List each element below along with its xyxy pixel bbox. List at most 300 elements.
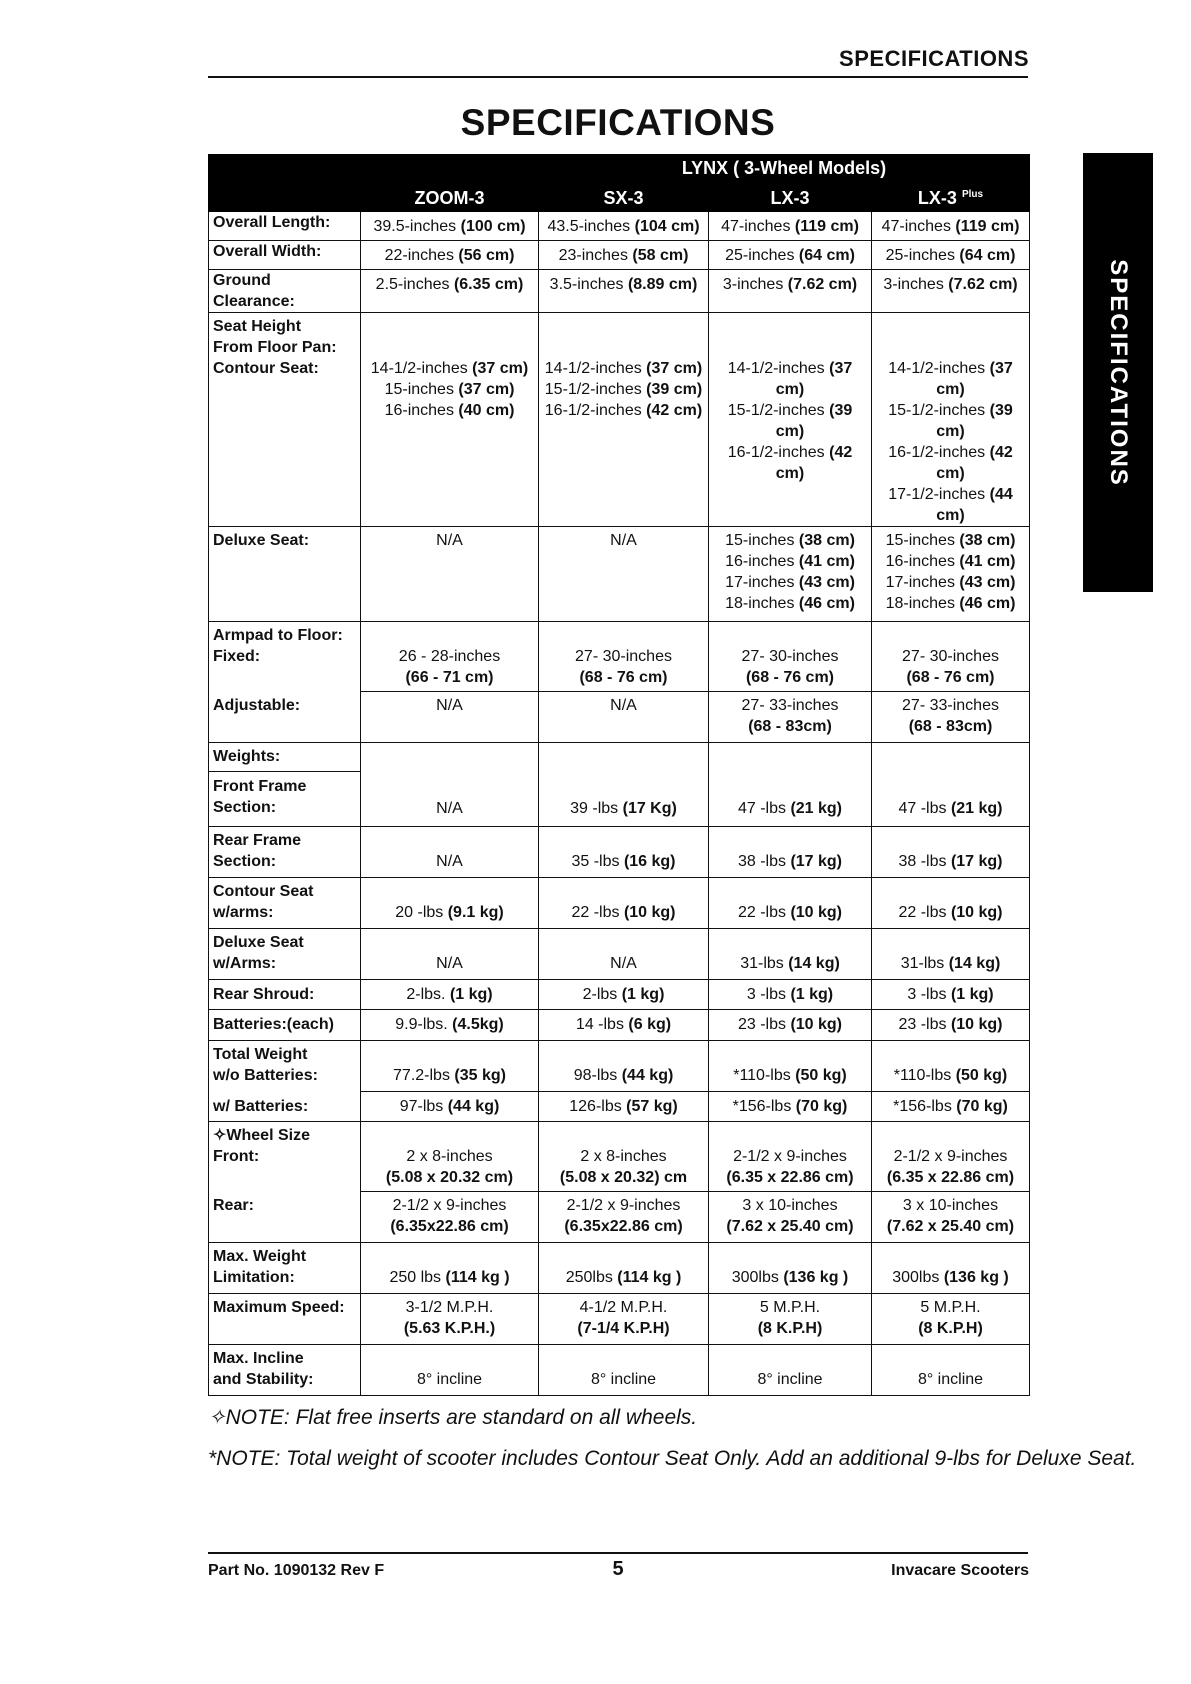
weight-deluxe-row-cell [872, 929, 1030, 980]
seat-contour-2-text: 16-1/2-inches [727, 444, 830, 461]
armpad-fixed-0-text: 26 - 28-inches [398, 648, 501, 665]
max-weight-cell [539, 1243, 709, 1294]
running-header: SPECIFICATIONS [839, 46, 1029, 71]
incline-cell [361, 1345, 539, 1396]
seat-contour-1-metric: (39 cm) [775, 402, 853, 440]
seat-deluxe-1-text: 16-inches [885, 553, 960, 570]
seat-contour-0-line [713, 358, 867, 400]
weight-shroud-row-cell [709, 980, 872, 1010]
armpad-adjustable-0-line [543, 695, 704, 716]
weight-deluxe-row-cell-metric: (14 kg) [788, 955, 840, 972]
weight-rear-row-cell-line [543, 851, 704, 872]
seat-contour-3-metric: (44 cm) [936, 486, 1013, 524]
cell-line [876, 216, 1025, 237]
seat-deluxe [709, 527, 872, 622]
seat-deluxe-3-line [876, 593, 1025, 614]
cell [872, 212, 1030, 241]
weight-contour-row-cell [872, 878, 1030, 929]
row-label [209, 270, 361, 313]
total-w-cell-line [543, 1096, 704, 1117]
incline-cell-text: 8° incline [757, 1371, 823, 1388]
weight-contour-row-cell-line [713, 902, 867, 923]
total-wo-row [209, 1041, 1030, 1092]
wheel-front-0-text: 2 x 8-inches [580, 1148, 667, 1165]
cell-line [543, 274, 704, 295]
weight-contour-row-cell-text: 20 -lbs [395, 904, 448, 921]
weight-contour-row-label-label-1: w/arms: [213, 904, 274, 921]
total-wo-cell [709, 1041, 872, 1092]
armpad-adjustable-0-line [365, 695, 534, 716]
incline-row [209, 1345, 1030, 1396]
cell-line [365, 245, 534, 266]
seat-contour-2-metric: (42 cm) [936, 444, 1013, 482]
total-wo-cell-metric: (50 kg) [955, 1067, 1008, 1084]
cell-text: 25-inches [725, 247, 799, 264]
cell-text: 23-inches [558, 247, 633, 264]
speed-cell-0-line [543, 1297, 704, 1318]
weight-deluxe-row-cell [539, 929, 709, 980]
cell-line [543, 216, 704, 237]
brand-name: Invacare Scooters [891, 1562, 1029, 1579]
seat-contour-2-line [543, 400, 704, 421]
spec-row [209, 241, 1030, 270]
weight-batteries-row-label [209, 1010, 361, 1041]
armpad-adjustable-0-text: 27- 33-inches [902, 697, 999, 714]
wheel-front [709, 1122, 872, 1192]
cell-metric: (58 cm) [632, 247, 689, 264]
max-weight-label-label-0: Max. Weight [213, 1248, 307, 1265]
total-label [209, 1041, 361, 1092]
weight-rear-row-label-label-0: Rear Frame [213, 832, 302, 849]
max-weight-cell-metric: (114 kg ) [445, 1269, 510, 1286]
cell-metric: (64 cm) [959, 247, 1016, 264]
seat-contour-2-metric: (42 cm) [775, 444, 853, 482]
cell-metric: (7.62 cm) [787, 276, 858, 293]
armpad-fixed [872, 622, 1030, 692]
weight-front-metric: (21 kg) [790, 800, 843, 817]
total-w-cell-metric: (70 kg) [795, 1098, 848, 1115]
max-weight-row [209, 1243, 1030, 1294]
seat-deluxe-3-text: 18-inches [725, 595, 799, 612]
total-w-cell [872, 1092, 1030, 1122]
cell-text: 47-inches [721, 218, 795, 235]
speed-label [209, 1294, 361, 1345]
weight-front-text: 47 -lbs [737, 800, 791, 817]
wheel-rear-1-line [713, 1216, 867, 1237]
cell [709, 241, 872, 270]
total-w-cell-text: *156-lbs [732, 1098, 796, 1115]
header-blank [209, 155, 361, 212]
wheel-rear-label [209, 1192, 361, 1243]
wheel-rear [361, 1192, 539, 1243]
wheel-front [872, 1122, 1030, 1192]
weight-front [709, 743, 872, 827]
weight-contour-row-cell-text: 22 -lbs [898, 904, 951, 921]
weight-rear-row-cell-metric: (17 kg) [790, 853, 843, 870]
weight-shroud-row-cell-text: 2-lbs [582, 986, 622, 1003]
seat-deluxe-3-text: 18-inches [885, 595, 960, 612]
weight-batteries-row-cell [361, 1010, 539, 1041]
cell-text: 22-inches [384, 247, 459, 264]
speed-cell [872, 1294, 1030, 1345]
weight-rear-row-cell-line [713, 851, 867, 872]
armpad-fixed-0-text: 27- 30-inches [741, 648, 839, 665]
armpad-adjustable-0-text: N/A [610, 697, 637, 714]
weight-deluxe-row-cell-text: N/A [610, 955, 637, 972]
cell-metric: (8.89 cm) [627, 276, 698, 293]
incline-cell-line [713, 1369, 867, 1390]
weight-batteries-row-cell-metric: (10 kg) [790, 1016, 843, 1033]
seat-contour-0-line [876, 358, 1025, 400]
seat-contour-1-line [713, 400, 867, 442]
weight-deluxe-row-cell-line [543, 953, 704, 974]
armpad-fixed-1-line [713, 667, 867, 688]
total-wo-cell-text: *110-lbs [733, 1067, 796, 1084]
weights-front-row [209, 743, 1030, 827]
weight-front [872, 743, 1030, 827]
seat-contour-0-metric: (37 cm) [646, 360, 703, 377]
weight-deluxe-row-cell-line [876, 953, 1025, 974]
wheel-front-1-line [713, 1167, 867, 1188]
weight-contour-row-cell [361, 878, 539, 929]
seat-contour-0-text: 14-1/2-inches [544, 360, 647, 377]
weight-contour-row-cell-text: 22 -lbs [571, 904, 624, 921]
weight-rear-row-cell-metric: (17 kg) [950, 853, 1003, 870]
weight-deluxe-row-label [209, 929, 361, 980]
cell-text: 3.5-inches [549, 276, 628, 293]
seat-contour-1-metric: (39 cm) [936, 402, 1013, 440]
front-frame-label [209, 772, 360, 818]
weight-contour-row-cell-metric: (10 kg) [950, 904, 1003, 921]
lynx-group-header: LYNX ( 3-Wheel Models) [539, 155, 1030, 182]
armpad-fixed-1-metric: (68 - 76 cm) [906, 669, 995, 686]
seat-deluxe [539, 527, 709, 622]
wheel-front-0-text: 2-1/2 x 9-inches [733, 1148, 847, 1165]
weight-front-line [713, 798, 867, 819]
seat-contour-1-metric: (39 cm) [646, 381, 703, 398]
weight-batteries-row-cell-text: 14 -lbs [575, 1016, 629, 1033]
row-label [209, 241, 361, 270]
footer-rule [208, 1552, 1028, 1554]
wheel-front-1-line [543, 1167, 704, 1188]
weight-rear-row-cell-metric: (16 kg) [623, 853, 676, 870]
seat-deluxe-row [209, 527, 1030, 622]
weight-batteries-row-cell [709, 1010, 872, 1041]
incline-cell-text: 8° incline [917, 1371, 984, 1388]
cell [539, 212, 709, 241]
weight-rear-row-cell-text: 38 -lbs [898, 853, 951, 870]
weight-contour-row-cell-line [876, 902, 1025, 923]
row-label-label-0: Ground Clearance: [213, 272, 295, 310]
max-weight-cell-line [876, 1267, 1025, 1288]
weight-batteries-row-cell-line [543, 1014, 704, 1035]
weights-heading: Weights: [209, 743, 360, 772]
wheel-rear-1-line [543, 1216, 704, 1237]
armpad-adjustable-0-line [876, 695, 1025, 716]
armpad-adjustable-1-line [876, 716, 1025, 737]
armpad-adjustable-0-text: N/A [436, 697, 463, 714]
armpad-fixed-0-line [713, 646, 867, 667]
seat-deluxe-2-text: 17-inches [725, 574, 799, 591]
armpad-fixed-0-line [365, 646, 534, 667]
speed-cell-0-text: 4-1/2 M.P.H. [579, 1299, 668, 1316]
weight-front-text: N/A [436, 800, 463, 817]
weight-shroud-row-cell-text: 3 -lbs [907, 986, 951, 1003]
seat-contour-0-text: 14-1/2-inches [727, 360, 830, 377]
armpad-label [209, 622, 361, 692]
weight-front [361, 743, 539, 827]
incline-cell [872, 1345, 1030, 1396]
section-tab[interactable] [1083, 153, 1153, 592]
cell-line [365, 274, 534, 295]
armpad-adjustable [872, 692, 1030, 743]
wheel-label-label-1: Front: [213, 1148, 260, 1165]
wheel-rear-1-metric: (6.35x22.86 cm) [564, 1218, 683, 1235]
seat-contour-1-line [365, 379, 534, 400]
speed-cell-1-metric: (7-1/4 K.P.H) [577, 1320, 670, 1337]
seat-contour [872, 313, 1030, 527]
cell-line [543, 245, 704, 266]
wheel-front-0-text: 2 x 8-inches [406, 1148, 493, 1165]
weight-deluxe-row-cell-line [713, 953, 867, 974]
cell-metric: (119 cm) [794, 218, 859, 235]
weight-shroud-row-cell-text: 2-lbs. [406, 986, 450, 1003]
speed-cell-0-text: 5 M.P.H. [759, 1299, 821, 1316]
cell-text: 43.5-inches [547, 218, 635, 235]
weight-shroud-row-label-label-0: Rear Shroud: [213, 986, 315, 1003]
armpad-adjustable [361, 692, 539, 743]
total-w-cell-line [365, 1096, 534, 1117]
armpad-fixed-1-line [876, 667, 1025, 688]
total-w-cell-line [713, 1096, 867, 1117]
seat-contour-1-text: 15-1/2-inches [544, 381, 647, 398]
front-frame-label-line: Front Frame [213, 778, 307, 795]
weight-shroud-row-cell-line [365, 984, 534, 1005]
seat-deluxe-1-text: 16-inches [725, 553, 799, 570]
total-label-label-1: w/o Batteries: [213, 1067, 318, 1084]
armpad-adjustable-1-metric: (68 - 83cm) [908, 718, 993, 735]
seat-contour-2-line [876, 442, 1025, 484]
total-wo-cell-metric: (50 kg) [795, 1067, 847, 1084]
total-wo-cell-metric: (35 kg) [454, 1067, 506, 1084]
seat-contour-2-line [713, 442, 867, 484]
weight-batteries-row-cell [539, 1010, 709, 1041]
weight-shroud-row-cell-metric: (1 kg) [950, 986, 994, 1003]
weights-label-cell [209, 743, 361, 827]
seat-deluxe-0-line [713, 530, 867, 551]
deluxe-label-label-0: Deluxe Seat: [213, 532, 310, 549]
weight-deluxe-row-cell-text: 31-lbs [900, 955, 949, 972]
weight-contour-row-cell-text: 22 -lbs [737, 904, 791, 921]
page-title: SPECIFICATIONS [460, 102, 776, 143]
weight-shroud-row-cell [539, 980, 709, 1010]
weight-deluxe-row-cell [709, 929, 872, 980]
total-wo-cell-line [365, 1065, 534, 1086]
incline-cell-text: 8° incline [416, 1371, 483, 1388]
seat-deluxe-0-metric: (38 cm) [959, 532, 1016, 549]
weight-batteries-row-cell-metric: (4.5kg) [452, 1016, 504, 1033]
cell-metric: (7.62 cm) [948, 276, 1018, 293]
weight-front-text: 47 -lbs [898, 800, 951, 817]
seat-contour-1-text: 15-inches [384, 381, 459, 398]
armpad-fixed-0-line [543, 646, 704, 667]
incline-cell-line [365, 1369, 534, 1390]
armpad-adjustable-0-text: 27- 33-inches [741, 697, 839, 714]
weight-shroud-row-cell-metric: (1 kg) [621, 986, 665, 1003]
cell-metric: (100 cm) [460, 218, 526, 235]
seat-deluxe-2-line [713, 572, 867, 593]
wheel-rear-1-line [876, 1216, 1025, 1237]
seat-deluxe-0-line [876, 530, 1025, 551]
total-w-cell [709, 1092, 872, 1122]
cell-metric: (119 cm) [955, 218, 1020, 235]
incline-cell-line [543, 1369, 704, 1390]
weight-shroud-row-cell [361, 980, 539, 1010]
weight-shroud-row-cell-metric: (1 kg) [449, 986, 493, 1003]
cell-text: 47-inches [881, 218, 956, 235]
max-weight-cell-metric: (136 kg ) [783, 1269, 849, 1286]
total-w-cell-metric: (70 kg) [956, 1098, 1008, 1115]
seat-deluxe-1-metric: (41 cm) [798, 553, 855, 570]
total-wo-cell-line [876, 1065, 1025, 1086]
note-flat-free: ✧NOTE: Flat free inserts are standard on all wheels. [208, 1406, 698, 1429]
seat-deluxe-1-line [713, 551, 867, 572]
cell [709, 212, 872, 241]
armpad-adjustable-0-line [713, 695, 867, 716]
seat-deluxe-3-metric: (46 cm) [959, 595, 1016, 612]
model-sx3: SX-3 [539, 182, 709, 212]
with-label [209, 1092, 361, 1122]
wheel-front-1-line [876, 1167, 1025, 1188]
seat-deluxe-2-text: 17-inches [885, 574, 960, 591]
weight-rear-row-cell-text: 35 -lbs [571, 853, 624, 870]
weight-shroud-row-cell-line [713, 984, 867, 1005]
wheel-front-1-metric: (6.35 x 22.86 cm) [726, 1169, 854, 1186]
wheel-rear-0-line [713, 1195, 867, 1216]
max-weight-cell-line [713, 1267, 867, 1288]
wheel-label-label-0: ✧Wheel Size [213, 1127, 310, 1144]
wheel-label [209, 1122, 361, 1192]
cell-text: 39.5-inches [373, 218, 461, 235]
weight-batteries-row-cell-line [713, 1014, 867, 1035]
seat-deluxe-3-metric: (46 cm) [798, 595, 855, 612]
wheel-rear-row [209, 1192, 1030, 1243]
cell-text: 25-inches [885, 247, 960, 264]
seat-contour-1-text: 15-1/2-inches [888, 402, 990, 419]
weight-shroud-row-cell-metric: (1 kg) [790, 986, 834, 1003]
incline-cell-line [876, 1369, 1025, 1390]
specifications-table [208, 154, 1030, 1396]
weight-shroud-row [209, 980, 1030, 1010]
seat-contour-0-metric: (37 cm) [936, 360, 1013, 398]
speed-label-label-0: Maximum Speed: [213, 1299, 345, 1316]
weight-rear-row-cell-line [876, 851, 1025, 872]
row-label [209, 212, 361, 241]
speed-cell-0-line [876, 1297, 1025, 1318]
weight-rear-row-label-label-1: Section: [213, 853, 277, 870]
speed-row [209, 1294, 1030, 1345]
wheel-rear-0-text: 3 x 10-inches [742, 1197, 838, 1214]
speed-cell-1-line [876, 1318, 1025, 1339]
weight-front-line [365, 798, 534, 819]
cell-line [713, 216, 867, 237]
total-wo-cell-line [713, 1065, 867, 1086]
incline-cell [709, 1345, 872, 1396]
weight-rear-row [209, 827, 1030, 878]
total-w-cell [361, 1092, 539, 1122]
wheel-rear-1-line [365, 1216, 534, 1237]
cell-line [365, 216, 534, 237]
cell-text: 2.5-inches [375, 276, 454, 293]
cell [361, 270, 539, 313]
armpad-fixed-0-text: 27- 30-inches [902, 648, 999, 665]
weight-rear-row-cell [709, 827, 872, 878]
seat-deluxe [361, 527, 539, 622]
wheel-rear-0-line [365, 1195, 534, 1216]
speed-cell-0-line [365, 1297, 534, 1318]
cell [872, 241, 1030, 270]
max-weight-cell-text: 300lbs [892, 1269, 944, 1286]
cell-text: 3-inches [883, 276, 949, 293]
incline-label-label-0: Max. Incline [213, 1350, 304, 1367]
weight-contour-row-cell-metric: (10 kg) [623, 904, 676, 921]
weight-contour-row [209, 878, 1030, 929]
deluxe-label [209, 527, 361, 622]
max-weight-cell [709, 1243, 872, 1294]
armpad-fixed [709, 622, 872, 692]
weight-contour-row-cell-line [365, 902, 534, 923]
wheel-front [539, 1122, 709, 1192]
seat-contour-1-line [543, 379, 704, 400]
weight-rear-row-cell-text: 38 -lbs [737, 853, 791, 870]
seat-contour-2-text: 16-1/2-inches [888, 444, 990, 461]
weight-front [539, 743, 709, 827]
max-weight-cell-line [365, 1267, 534, 1288]
weight-rear-row-label [209, 827, 361, 878]
total-wo-cell [539, 1041, 709, 1092]
armpad-fixed-1-line [543, 667, 704, 688]
seat-deluxe-1-line [876, 551, 1025, 572]
armpad-fixed-1-metric: (68 - 76 cm) [579, 669, 668, 686]
seat-deluxe-2-line [876, 572, 1025, 593]
seat-contour-2-metric: (40 cm) [458, 402, 515, 419]
speed-cell [361, 1294, 539, 1345]
seat-deluxe-0-text: N/A [610, 532, 637, 549]
cell [539, 241, 709, 270]
weight-shroud-row-label [209, 980, 361, 1010]
weight-batteries-row-cell-text: 23 -lbs [898, 1016, 951, 1033]
weight-batteries-row-cell-line [876, 1014, 1025, 1035]
speed-cell-0-text: 3-1/2 M.P.H. [405, 1299, 494, 1316]
adjustable-label-label-0: Adjustable: [213, 696, 301, 714]
cell-line [876, 274, 1025, 295]
cell [539, 270, 709, 313]
wheel-front-0-line [876, 1146, 1025, 1167]
spec-row [209, 212, 1030, 241]
weight-front-text: 39 -lbs [570, 800, 623, 817]
seat-deluxe-2-metric: (43 cm) [798, 574, 855, 591]
total-w-cell-metric: (57 kg) [626, 1098, 678, 1115]
armpad-fixed-0-line [876, 646, 1025, 667]
seat-contour-0-line [365, 358, 534, 379]
weight-contour-row-cell [709, 878, 872, 929]
speed-cell-1-line [365, 1318, 534, 1339]
seat-label-label-2: Contour Seat: [213, 360, 319, 377]
seat-contour-row [209, 313, 1030, 527]
total-wo-cell-text: 98-lbs [573, 1067, 622, 1084]
wheel-rear-0-line [876, 1195, 1025, 1216]
seat-deluxe-0-line [365, 530, 534, 551]
